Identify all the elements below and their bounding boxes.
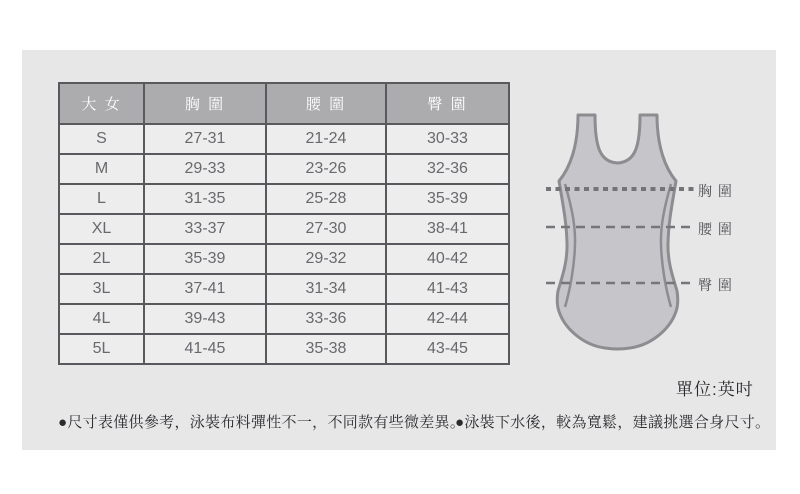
size-table-body <box>59 124 509 364</box>
size-cell: XL <box>59 214 144 244</box>
column-header-waist: 腰 圍 <box>266 83 386 124</box>
note-fit-advice: ●泳裝下水後，較為寬鬆，建議挑選合身尺寸。 <box>455 414 771 431</box>
table-row <box>59 154 509 184</box>
table-row <box>59 274 509 304</box>
unit-label: 單位:英吋 <box>676 380 754 399</box>
size-table <box>58 82 510 365</box>
chest-label: 胸 圍 <box>698 183 733 199</box>
size-cell: 2L <box>59 244 144 274</box>
waist-cell: 21-24 <box>266 124 386 154</box>
column-header-hip: 臀 圍 <box>386 83 509 124</box>
size-cell: 5L <box>59 334 144 364</box>
chest-cell: 41-45 <box>144 334 266 364</box>
chest-cell: 39-43 <box>144 304 266 334</box>
size-chart-panel <box>22 50 776 450</box>
waist-cell: 23-26 <box>266 154 386 184</box>
swimsuit-diagram <box>540 100 700 370</box>
hip-cell: 38-41 <box>386 214 509 244</box>
chest-cell: 35-39 <box>144 244 266 274</box>
table-header-row <box>59 83 509 124</box>
hip-cell: 42-44 <box>386 304 509 334</box>
waist-cell: 29-32 <box>266 244 386 274</box>
table-row <box>59 214 509 244</box>
size-cell: 3L <box>59 274 144 304</box>
chest-cell: 27-31 <box>144 124 266 154</box>
table-row <box>59 124 509 154</box>
note-sizing-reference: ●尺寸表僅供參考，泳裝布料彈性不一，不同款有些微差異。 <box>58 414 466 431</box>
size-cell: 4L <box>59 304 144 334</box>
chest-cell: 37-41 <box>144 274 266 304</box>
column-header-size: 大 女 <box>59 83 144 124</box>
size-cell: S <box>59 124 144 154</box>
table-row <box>59 334 509 364</box>
hip-label: 臀 圍 <box>698 277 733 293</box>
hip-cell: 35-39 <box>386 184 509 214</box>
waist-cell: 31-34 <box>266 274 386 304</box>
waist-cell: 25-28 <box>266 184 386 214</box>
hip-cell: 30-33 <box>386 124 509 154</box>
table-row <box>59 184 509 214</box>
hip-cell: 43-45 <box>386 334 509 364</box>
table-row <box>59 304 509 334</box>
chest-cell: 33-37 <box>144 214 266 244</box>
chest-cell: 31-35 <box>144 184 266 214</box>
hip-cell: 32-36 <box>386 154 509 184</box>
table-row <box>59 244 509 274</box>
waist-label: 腰 圍 <box>698 221 733 237</box>
waist-cell: 35-38 <box>266 334 386 364</box>
chest-cell: 29-33 <box>144 154 266 184</box>
hip-cell: 41-43 <box>386 274 509 304</box>
waist-cell: 27-30 <box>266 214 386 244</box>
hip-cell: 40-42 <box>386 244 509 274</box>
waist-cell: 33-36 <box>266 304 386 334</box>
size-cell: M <box>59 154 144 184</box>
size-cell: L <box>59 184 144 214</box>
column-header-chest: 胸 圍 <box>144 83 266 124</box>
